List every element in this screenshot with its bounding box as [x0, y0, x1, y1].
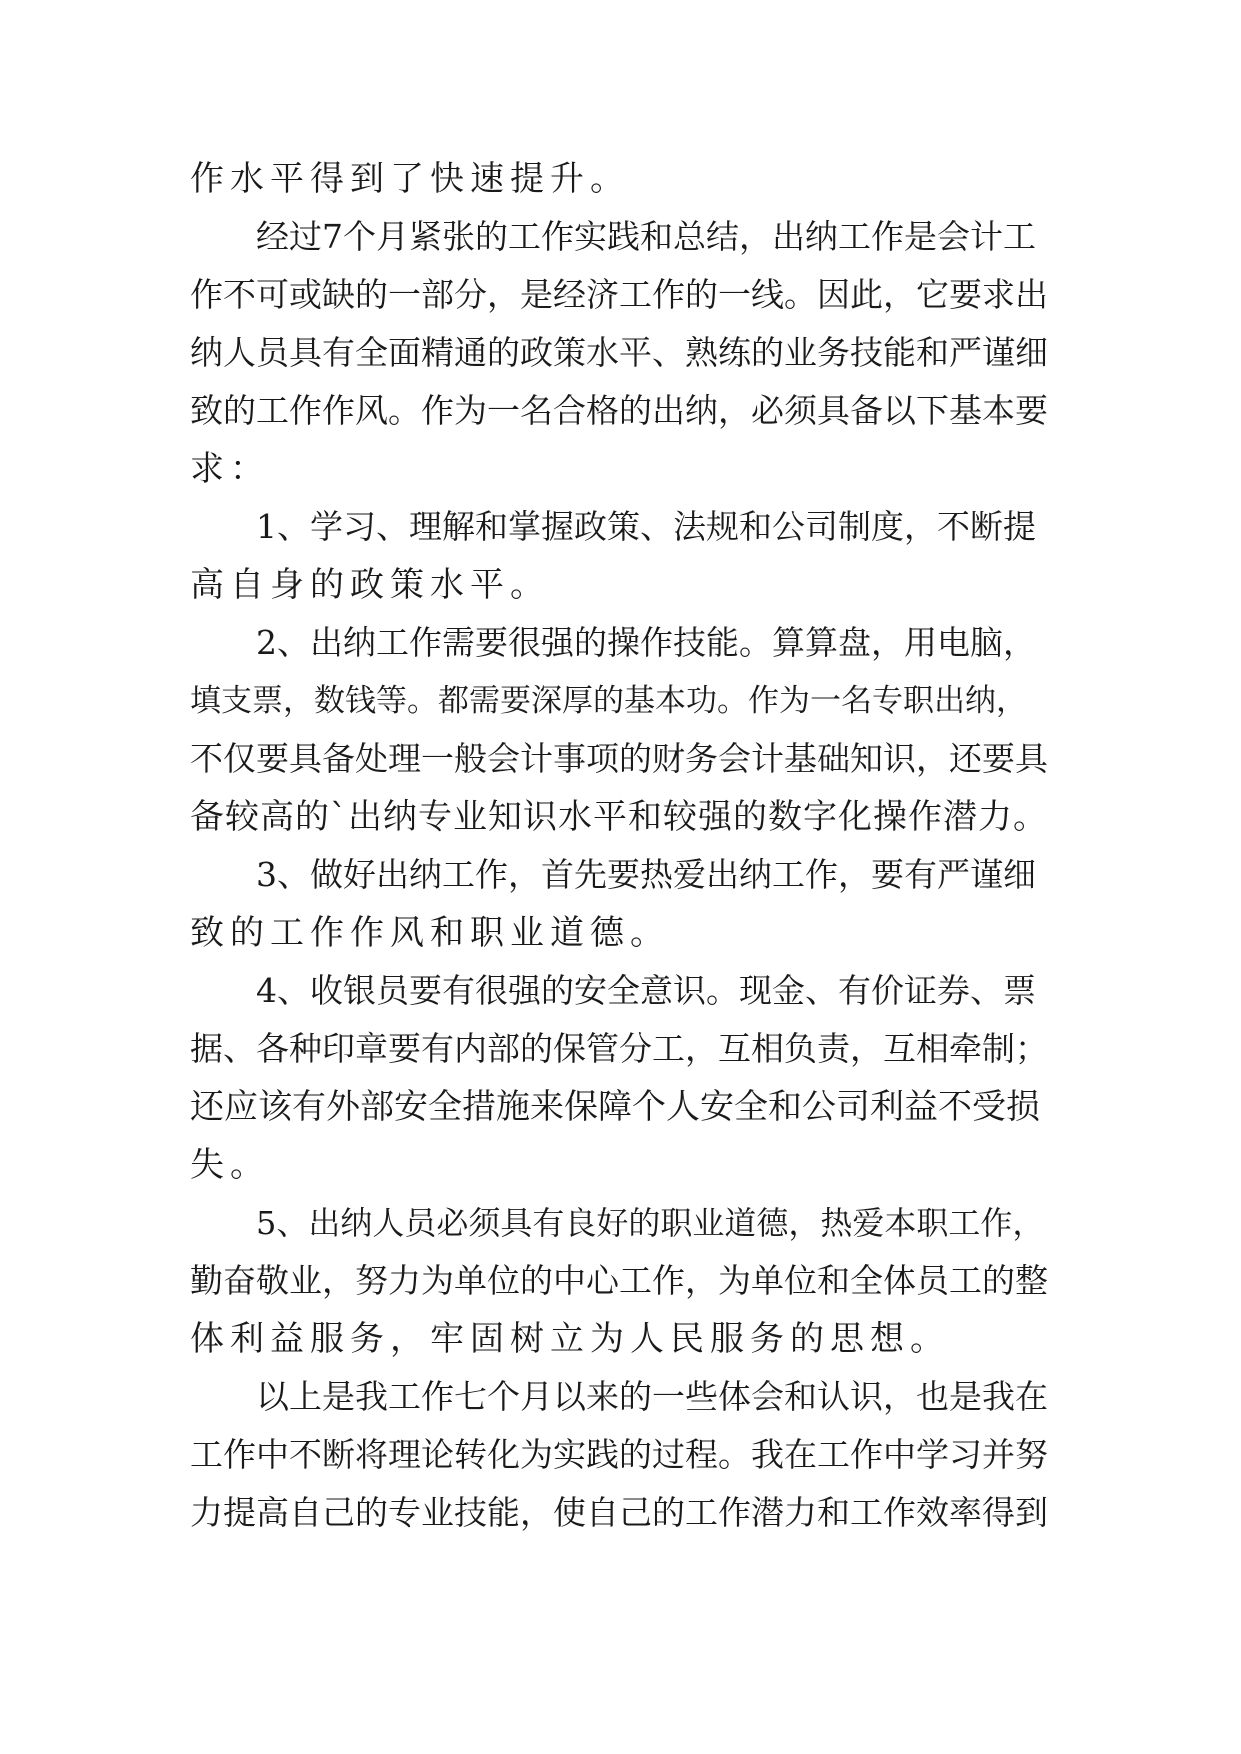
text-line: 体利益服务，牢固树立为人民服务的思想。 — [190, 1319, 950, 1359]
text-line: 不仅要具备处理一般会计事项的财务会计基础知识，还要具 — [190, 739, 1048, 778]
text-line: 1、学习、理解和掌握政策、法规和公司制度，不断提 — [256, 507, 1036, 546]
text-line: 致的工作作风。作为一名合格的出纳，必须具备以下基本要 — [190, 391, 1048, 430]
text-line: 作不可或缺的一部分，是经济工作的一线。因此，它要求出 — [190, 275, 1048, 314]
text-line: 纳人员具有全面精通的政策水平、熟练的业务技能和严谨细 — [190, 333, 1048, 372]
text-line: 力提高自己的专业技能，使自己的工作潜力和工作效率得到 — [190, 1493, 1048, 1532]
text-line: 4、收银员要有很强的安全意识。现金、有价证券、票 — [256, 971, 1036, 1010]
text-line: 致的工作作风和职业道德。 — [190, 913, 670, 953]
text-line: 工作中不断将理论转化为实践的过程。我在工作中学习并努 — [190, 1435, 1048, 1474]
text-line: 经过7个月紧张的工作实践和总结，出纳工作是会计工 — [256, 217, 1036, 256]
text-line: 高自身的政策水平。 — [190, 565, 550, 605]
text-line: 备较高的`出纳专业知识水平和较强的数字化操作潜力。 — [190, 797, 1048, 837]
text-line: 5、出纳人员必须具有良好的职业道德，热爱本职工作， — [256, 1204, 1045, 1242]
text-line: 3、做好出纳工作，首先要热爱出纳工作，要有严谨细 — [256, 855, 1036, 894]
text-line: 失。 — [190, 1145, 270, 1185]
text-line: 据、各种印章要有内部的保管分工，互相负责，互相牵制； — [190, 1029, 1048, 1068]
text-line: 2、出纳工作需要很强的操作技能。算算盘，用电脑， — [256, 623, 1036, 662]
text-line: 填支票，数钱等。都需要深厚的基本功。作为一名专职出纳， — [190, 683, 1027, 719]
text-line: 作水平得到了快速提升。 — [190, 159, 630, 199]
text-line: 勤奋敬业，努力为单位的中心工作，为单位和全体员工的整 — [190, 1261, 1048, 1300]
body-text — [190, 150, 1050, 1542]
text-line: 求： — [190, 449, 270, 489]
text-line: 还应该有外部安全措施来保障个人安全和公司利益不受损 — [190, 1087, 1040, 1127]
text-line: 以上是我工作七个月以来的一些体会和认识，也是我在 — [256, 1377, 1048, 1416]
